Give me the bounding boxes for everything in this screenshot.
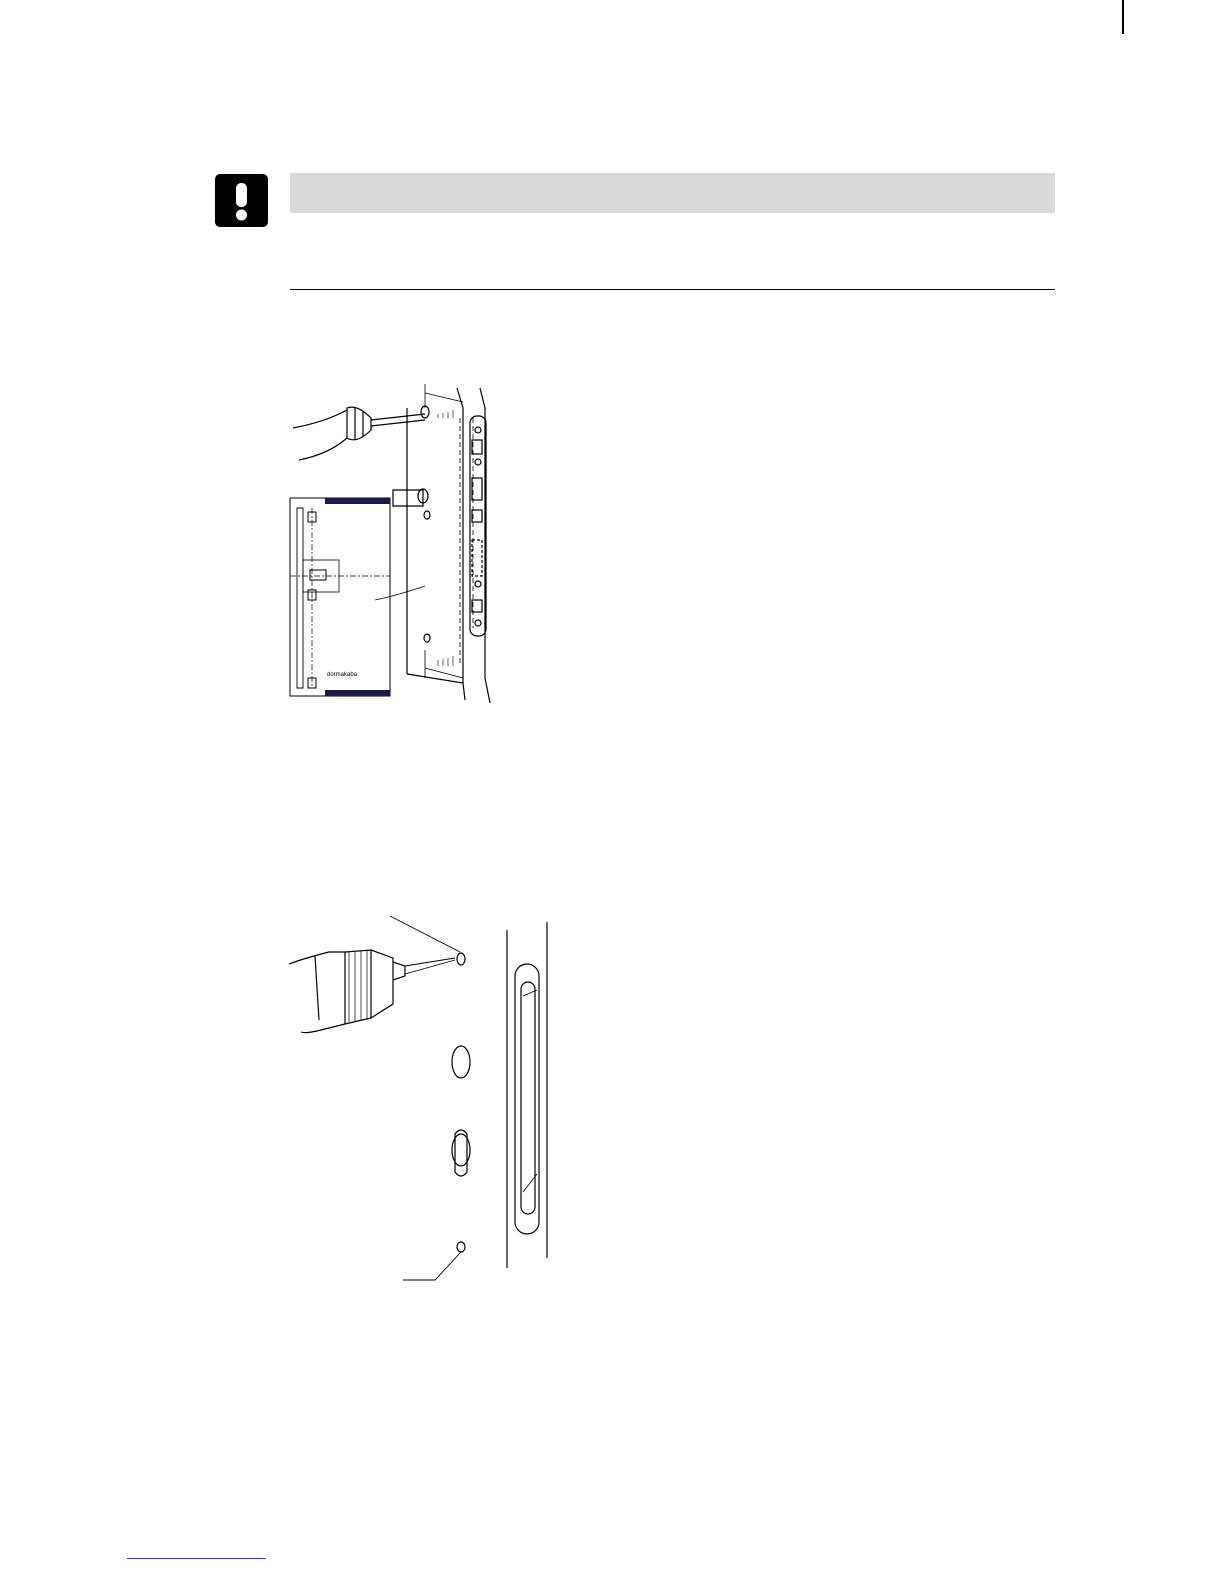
template-brand-label: dormakaba (327, 672, 358, 678)
lock-mounting-illustration (285, 378, 515, 704)
exclamation-icon (215, 174, 268, 227)
section-divider (290, 289, 1055, 290)
footer-link-underline[interactable] (127, 1558, 266, 1559)
screwdriver-icon (371, 414, 425, 426)
drilling-template (290, 498, 425, 696)
warning-header-bar (290, 173, 1055, 213)
drilling-illustration (285, 912, 560, 1294)
page-edge-line (1122, 0, 1124, 34)
